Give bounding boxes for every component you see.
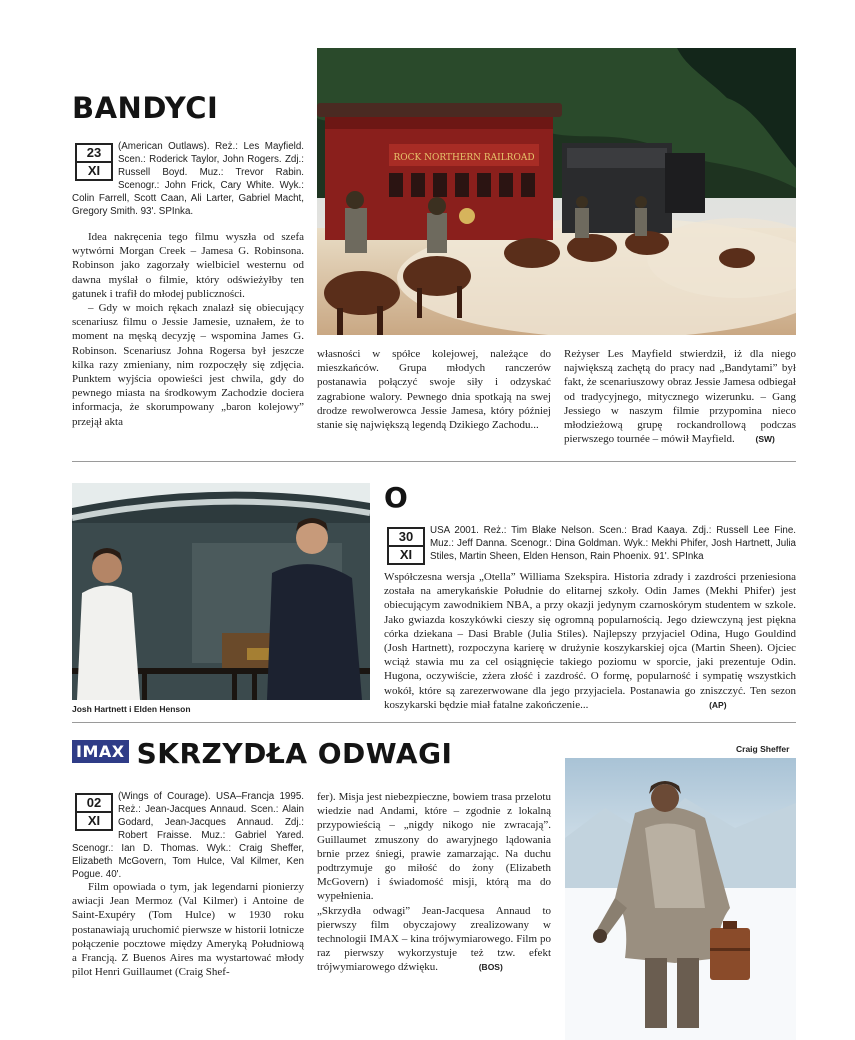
skrzydla-col2-p2-text: „Skrzydła odwagi” Jean-Jacquesa Annaud to pierwszy film obyczajowy zrealizowany w technologii IMAX – kina trójwymiarowego. Film po raz pierwszy wykorzystuje też tzw. efekt trójwymiarowego dźwięku. — [317, 904, 551, 974]
bandyci-col2-p1: własności w spółce kolejowej, należące do mieszkańców. Grupa młodych ranczerów postanawia połączyć swoje siły i odzyskać zagrabione walory. Pewnego dnia spotkają na swej drodze rewolwerowca Jessie Jamesa, który później stanie się największą legendą Dzikiego Zachodu... — [317, 348, 551, 432]
o-photo-caption: Josh Hartnett i Elden Henson — [72, 704, 191, 714]
skrzydla-col1-p1: Film opowiada o tym, jak legendarni pionierzy awiacji Jean Mermoz (Val Kilmer) i Antoine de Saint-Exupéry (Tom Hulce) w 1930 roku postanawiają uruchomić pierwsze w historii lotnicze połączenie pocztowe między Ameryką Południową a Francją. Z Buenos Aires ma wystartować młody pilot Henri Guillaumet (Craig Shef- — [72, 881, 304, 979]
skrzydla-signature: (BOS) — [478, 962, 503, 973]
divider-1 — [72, 461, 796, 462]
skrzydla-title: SKRZYDŁA ODWAGI — [136, 737, 453, 770]
bandyci-col2 — [317, 347, 551, 432]
bandyci-day: 23 — [86, 145, 102, 160]
skrzydla-col2 — [317, 790, 551, 975]
skrzydla-day: 02 — [86, 795, 102, 810]
bandyci-credits-block — [72, 140, 304, 218]
o-signature: (AP) — [709, 699, 727, 710]
o-title: O — [384, 481, 409, 514]
skrzydla-credits-block — [72, 790, 304, 881]
o-credits-block — [384, 524, 796, 566]
skrzydla-col2-p1: fer). Misja jest niebezpieczne, bowiem trasa przelotu wiedzie nad Andami, które – zgodnie z lokalną przypowieścią – „nigdy nikogo nie zwracają”. Guillaumet zmuszony do awaryjnego lądowania brnie przez śniegi, prawie zamarzając. Na duchu podtrzymuje go miłość do żony (Elizabeth McGovern) i świadomość misji, którą ma do wypełnienia. — [317, 791, 551, 903]
o-body — [384, 570, 796, 712]
imax-badge: IMAX — [72, 740, 129, 763]
o-day: 30 — [398, 529, 414, 544]
bandyci-month: XI — [77, 161, 111, 179]
skrzydla-photo-snow — [565, 758, 796, 1040]
o-body-p1 — [384, 571, 796, 711]
skrzydla-header — [72, 737, 453, 770]
bandyci-credits: (American Outlaws). Reż.: Les Mayfield. Scen.: Roderick Taylor, John Rogers. Zdj.: Russell Boyd. Muz.: Trevor Rabin. Scenogr.: John Frick, Cary White. Wyk.: Colin Farrell, Scott Caan, Ali Larter, Gabriel Macht, Gregory Smith. 93'. SPInka. — [72, 141, 304, 217]
train-sign-text: ROCK NORTHERN RAILROAD — [393, 153, 535, 163]
o-body-text: Współczesna wersja „Otella” Williama Szekspira. Historia zdrady i zazdrości przeniesiona została na amerykańskie Południe do elitarnej szkoły. Odin James (Mekhi Phifer) jest obiecującym zawodnikiem NBA, a przy okazji jedynym czarnoskórym studentem w szkole. Jako gwiazda koszykówki cieszy się ogromną popularnością. Jego dziewczyną jest piękna córka dziekana – Dasi Brable (Julia Stiles). Najlepszy przyjaciel Odina, Hugo Gouldind (Josh Hartnett), rozpoczyna karierę w drużynie koszykarskiej ojca (Martin Sheen). Ojciec wciąż stawia mu za cel osiągnięcie takiego poziomu w sporcie, jaki prezentuje Odin. Hugona, oczywiście, zżera złość i zazdrość. O formę, popularność i sympatię wszystkich wokół, które są zarezerwowane dla jego przyjaciela. Postanawia go zniszczyć. Ten sezon koszykarski będzie miał fatalne zakończenie... — [384, 571, 796, 711]
bandyci-col3-text: Reżyser Les Mayfield stwierdził, iż dla niego największą zachętą do pracy nad „Bandytami” był fakt, że scenariuszowy obraz Jessie Jamesa odbiegał od tradycyjnego, mitycznego wizerunku. – Gang Jessiego w naszym filmie przypomina nieco młodzieżową grupę rockandrollową podczas pierwszego tournée – mówił Mayfield. — [564, 348, 796, 446]
o-month: XI — [389, 545, 423, 563]
skrzydla-col1 — [72, 880, 304, 979]
bandyci-col3 — [564, 347, 796, 446]
o-photo-classroom — [72, 483, 370, 700]
bandyci-col1 — [72, 230, 304, 429]
skrzydla-month: XI — [77, 811, 111, 829]
bandyci-col1-p1: Idea nakręcenia tego filmu wyszła od szefa wytwórni Morgan Creek – Jamesa G. Robinsona. Robinson jako zagorzały wielbiciel westernu od dawna myślał o filmie, który odświeżyłby ten gatunek i trafił do młodej publiczności. — [72, 231, 304, 300]
bandyci-col3-p1 — [564, 348, 796, 445]
divider-2 — [72, 722, 796, 723]
bandyci-title: BANDYCI — [72, 91, 219, 125]
bandyci-photo-train-chase — [317, 48, 796, 335]
skrzydla-photo-caption: Craig Sheffer — [736, 744, 790, 754]
skrzydla-col2-p2 — [317, 905, 551, 974]
o-credits: USA 2001. Reż.: Tim Blake Nelson. Scen.: Brad Kaaya. Zdj.: Russell Lee Fine. Muz.: Jeff Danna. Scenogr.: Dina Goldman. Wyk.: Mekhi Phifer, Josh Hartnett, Julia Stiles, Martin Sheen, Elden Henson, Rain Phoenix. 91'. SPInka — [430, 525, 796, 562]
bandyci-signature: (SW) — [755, 434, 775, 445]
skrzydla-credits: (Wings of Courage). USA–Francja 1995. Reż.: Jean-Jacques Annaud. Scen.: Alain Godard, Jean-Jacques Annaud. Zdj.: Robert Fraisse. Muz.: Gabriel Yared. Scenogr.: Ian D. Thomas. Wyk.: Craig Sheffer, Elizabeth McGovern, Tom Hulce, Val Kilmer, Ken Pogue. 40'. — [72, 791, 304, 880]
bandyci-col1-p2: – Gdy w moich rękach znalazł się obiecujący scenariusz filmu o Jessie Jamesie, uznałem, że to moment na męską decyzję – wspomina James G. Robinson. Scenariusz Johna Rogersa był jeszcze kilka razy zmieniany, nim rozpoczęły się zdjęcia. Punktem wyjścia opowieści jest chwila, gdy do pewnego miasta na środkowym Zachodzie dociera informacja, że skorumpowany „baron kolejowy” przejął akta — [72, 302, 304, 428]
